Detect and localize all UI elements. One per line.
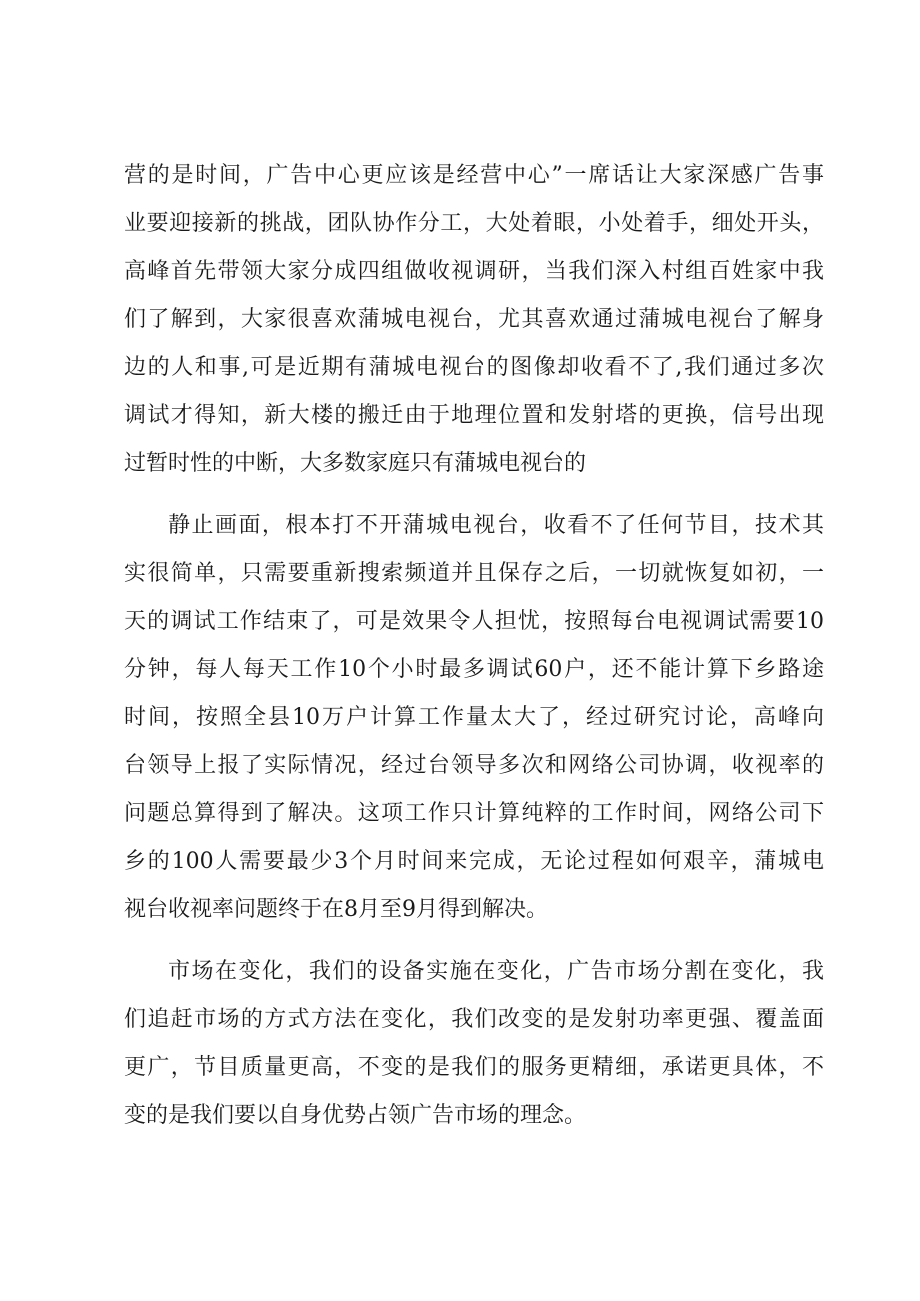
paragraph-1 [124,152,824,488]
text-line: 问题总算得到了解决。这项工作只计算纯粹的工作时间，网络公司下 [124,801,824,826]
text-line: 更广，节目质量更高，不变的是我们的服务更精细，承诺更具体，不 [124,1055,824,1080]
text-line: 视台收视率问题终于在8月至9月得到解决。 [124,897,548,922]
text-line: 乡的100人需要最少3个月时间来完成，无论过程如何艰辛，蒲城电 [124,849,824,874]
text-line: 天的调试工作结束了，可是效果令人担忧，按照每台电视调试需要10 [124,609,824,634]
paragraph-3 [124,948,824,1140]
text-line: 边的人和事,可是近期有蒲城电视台的图像却收看不了,我们通过多次 [124,355,824,380]
text-line: 时间，按照全县10万户计算工作量太大了，经过研究讨论，高峰向 [124,705,824,730]
text-line: 高峰首先带领大家分成四组做收视调研，当我们深入村组百姓家中我 [124,259,824,284]
text-line: 们追赶市场的方式方法在变化，我们改变的是发射功率更强、覆盖面 [124,1007,824,1032]
text-line: 市场在变化，我们的设备实施在变化，广告市场分割在变化，我 [168,959,824,984]
text-line: 业要迎接新的挑战，团队协作分工，大处着眼，小处着手，细处开头， [124,211,824,236]
text-line: 过暂时性的中断，大多数家庭只有蒲城电视台的 [124,451,587,476]
text-line: 变的是我们要以自身优势占领广告市场的理念。 [124,1103,587,1128]
document-body [124,152,824,1154]
text-line: 们了解到，大家很喜欢蒲城电视台，尤其喜欢通过蒲城电视台了解身 [124,307,824,332]
text-line: 分钟，每人每天工作10个小时最多调试60户，还不能计算下乡路途 [124,657,824,682]
text-line: 台领导上报了实际情况，经过台领导多次和网络公司协调，收视率的 [124,753,824,778]
text-line: 静止画面，根本打不开蒲城电视台，收看不了任何节目，技术其 [168,513,824,538]
text-line: 实很简单，只需要重新搜索频道并且保存之后，一切就恢复如初，一 [124,561,824,586]
text-line: 营的是时间，广告中心更应该是经营中心”一席话让大家深感广告事 [124,163,824,188]
text-line: 调试才得知，新大楼的搬迁由于地理位置和发射塔的更换，信号出现 [124,403,824,428]
paragraph-2 [124,502,824,934]
